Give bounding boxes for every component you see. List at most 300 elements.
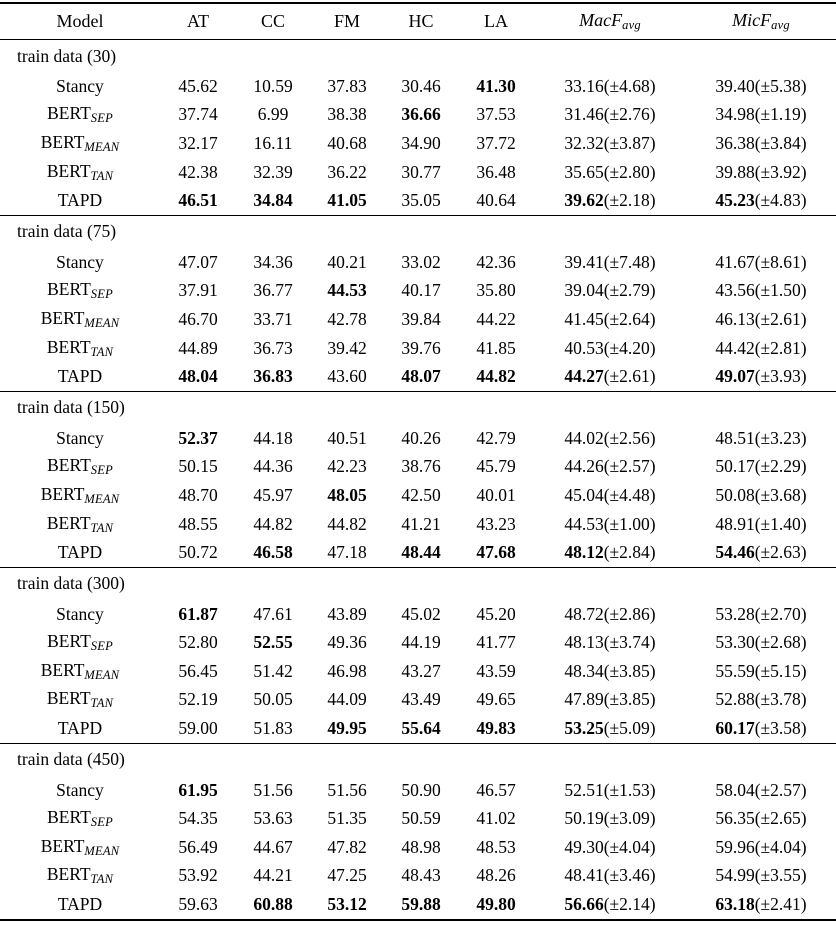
metric-cell xyxy=(686,362,836,391)
metric-cell xyxy=(236,305,310,334)
std-dev: (±2.64) xyxy=(603,308,656,329)
metric-cell xyxy=(458,657,534,686)
metric-value: 30.77 xyxy=(401,161,441,182)
metric-value: 44.89 xyxy=(178,337,218,358)
std-dev: (±2.57) xyxy=(603,456,656,477)
metric-value: 38.76 xyxy=(401,456,441,477)
metric-value: 59.88 xyxy=(401,894,441,915)
metric-cell xyxy=(236,186,310,215)
metric-cell xyxy=(384,776,458,805)
metric-value: 56.35 xyxy=(715,808,755,829)
std-dev: (±2.86) xyxy=(603,603,656,624)
column-header-label: MicF xyxy=(732,10,772,30)
model-cell xyxy=(0,833,160,862)
std-dev: (±2.68) xyxy=(754,632,807,653)
metric-cell xyxy=(310,629,384,658)
std-dev: (±1.40) xyxy=(754,513,807,534)
metric-cell xyxy=(236,334,310,363)
metric-value: 37.83 xyxy=(327,75,367,96)
column-header-label: AT xyxy=(187,11,209,31)
metric-value: 40.51 xyxy=(327,427,367,448)
metric-value: 55.64 xyxy=(401,718,441,739)
metric-cell xyxy=(160,862,236,891)
std-dev: (±2.63) xyxy=(754,542,807,563)
std-dev: (±2.61) xyxy=(603,366,656,387)
std-dev: (±2.84) xyxy=(603,542,656,563)
metric-value: 51.35 xyxy=(327,808,367,829)
model-cell xyxy=(0,776,160,805)
column-header-fm xyxy=(310,3,384,40)
metric-value: 46.57 xyxy=(476,779,516,800)
metric-value: 44.22 xyxy=(476,308,516,329)
std-dev: (±4.68) xyxy=(603,75,656,96)
metric-value: 40.64 xyxy=(476,190,516,211)
metric-cell xyxy=(310,424,384,453)
model-name: Stancy xyxy=(56,427,104,448)
metric-cell xyxy=(686,804,836,833)
section-heading: train data (150) xyxy=(17,397,125,418)
metric-value: 45.79 xyxy=(476,456,516,477)
metric-value: 35.80 xyxy=(476,280,516,301)
model-subscript: MEAN xyxy=(84,315,120,330)
metric-cell xyxy=(160,481,236,510)
metric-cell xyxy=(384,305,458,334)
metric-cell xyxy=(236,424,310,453)
metric-cell xyxy=(686,890,836,920)
metric-value: 46.98 xyxy=(327,660,367,681)
table-row xyxy=(0,833,836,862)
table-row xyxy=(0,248,836,277)
metric-value: 47.07 xyxy=(178,251,218,272)
model-cell xyxy=(0,248,160,277)
metric-value: 47.25 xyxy=(327,865,367,886)
metric-cell xyxy=(236,686,310,715)
std-dev: (±2.56) xyxy=(603,427,656,448)
std-dev: (±4.48) xyxy=(603,484,656,505)
metric-value: 48.43 xyxy=(401,865,441,886)
table-section xyxy=(0,215,836,391)
std-dev: (±4.04) xyxy=(603,836,656,857)
metric-value: 41.02 xyxy=(476,808,516,829)
metric-value: 43.56 xyxy=(715,280,755,301)
model-name: BERT xyxy=(46,512,91,533)
metric-cell xyxy=(534,629,686,658)
metric-value: 32.17 xyxy=(178,132,218,153)
metric-cell xyxy=(384,538,458,567)
metric-cell xyxy=(458,600,534,629)
metric-cell xyxy=(534,804,686,833)
metric-cell xyxy=(458,686,534,715)
std-dev: (±4.83) xyxy=(754,190,807,211)
model-name: BERT xyxy=(40,659,85,680)
model-name: BERT xyxy=(47,279,91,300)
metric-cell xyxy=(310,510,384,539)
model-name: BERT xyxy=(46,160,91,181)
metric-value: 39.04 xyxy=(564,280,604,301)
metric-value: 39.42 xyxy=(327,337,367,358)
metric-cell xyxy=(310,714,384,743)
std-dev: (±8.61) xyxy=(754,251,807,272)
metric-cell xyxy=(458,510,534,539)
metric-cell xyxy=(458,305,534,334)
metric-value: 49.65 xyxy=(476,689,516,710)
metric-cell xyxy=(310,101,384,130)
model-subscript: TAN xyxy=(90,872,114,887)
std-dev: (±4.20) xyxy=(603,337,656,358)
metric-value: 59.96 xyxy=(715,836,755,857)
metric-cell xyxy=(160,510,236,539)
metric-cell xyxy=(534,890,686,920)
std-dev: (±5.15) xyxy=(754,660,807,681)
model-cell xyxy=(0,804,160,833)
column-header-subscript: avg xyxy=(771,18,790,32)
metric-value: 48.41 xyxy=(564,865,604,886)
std-dev: (±2.80) xyxy=(603,161,656,182)
metric-cell xyxy=(236,862,310,891)
metric-cell xyxy=(384,129,458,158)
metric-cell xyxy=(534,72,686,101)
metric-cell xyxy=(384,657,458,686)
metric-value: 36.48 xyxy=(476,161,516,182)
model-cell xyxy=(0,362,160,391)
metric-cell xyxy=(534,686,686,715)
table-section xyxy=(0,40,836,216)
model-subscript: TAN xyxy=(90,520,114,535)
table-row xyxy=(0,424,836,453)
metric-value: 43.23 xyxy=(476,513,516,534)
metric-cell xyxy=(458,277,534,306)
table-row xyxy=(0,600,836,629)
results-table xyxy=(0,2,836,921)
std-dev: (±2.61) xyxy=(754,308,807,329)
model-cell xyxy=(0,424,160,453)
metric-cell xyxy=(458,890,534,920)
metric-value: 42.50 xyxy=(401,484,441,505)
table-row xyxy=(0,362,836,391)
metric-value: 44.02 xyxy=(564,427,604,448)
metric-cell xyxy=(534,833,686,862)
table-header-row xyxy=(0,3,836,40)
metric-value: 59.00 xyxy=(178,718,218,739)
metric-cell xyxy=(534,277,686,306)
table-section xyxy=(0,743,836,919)
table-row xyxy=(0,629,836,658)
metric-value: 52.88 xyxy=(715,689,755,710)
std-dev: (±3.78) xyxy=(754,689,807,710)
metric-value: 43.49 xyxy=(401,689,441,710)
column-header-la xyxy=(458,3,534,40)
std-dev: (±3.55) xyxy=(754,865,807,886)
metric-cell xyxy=(160,833,236,862)
metric-cell xyxy=(686,101,836,130)
metric-cell xyxy=(686,657,836,686)
table-row xyxy=(0,101,836,130)
section-heading: train data (30) xyxy=(17,45,117,66)
metric-cell xyxy=(160,776,236,805)
metric-value: 44.53 xyxy=(327,280,367,301)
section-heading-row xyxy=(0,567,836,600)
metric-value: 56.45 xyxy=(178,660,218,681)
section-heading: train data (75) xyxy=(17,221,117,242)
metric-value: 44.27 xyxy=(564,366,604,387)
metric-cell xyxy=(236,714,310,743)
metric-value: 52.37 xyxy=(178,427,218,448)
model-cell xyxy=(0,657,160,686)
table-row xyxy=(0,72,836,101)
metric-value: 41.85 xyxy=(476,337,516,358)
model-cell xyxy=(0,714,160,743)
table-row xyxy=(0,453,836,482)
metric-cell xyxy=(384,804,458,833)
metric-cell xyxy=(310,362,384,391)
std-dev: (±3.46) xyxy=(603,865,656,886)
model-subscript: MEAN xyxy=(84,491,120,506)
metric-cell xyxy=(534,657,686,686)
metric-value: 16.11 xyxy=(253,132,293,153)
metric-cell xyxy=(236,277,310,306)
metric-cell xyxy=(160,600,236,629)
metric-value: 48.07 xyxy=(401,366,441,387)
column-header-label: HC xyxy=(408,11,434,31)
metric-value: 33.02 xyxy=(401,251,441,272)
metric-cell xyxy=(534,362,686,391)
model-name: BERT xyxy=(40,483,85,504)
metric-value: 49.95 xyxy=(327,718,367,739)
metric-cell xyxy=(534,776,686,805)
metric-cell xyxy=(458,334,534,363)
table-row xyxy=(0,890,836,920)
model-subscript: SEP xyxy=(90,111,113,126)
metric-value: 47.18 xyxy=(327,542,367,563)
metric-cell xyxy=(310,686,384,715)
metric-value: 46.58 xyxy=(253,542,293,563)
model-name: TAPD xyxy=(57,718,103,739)
metric-cell xyxy=(310,657,384,686)
metric-cell xyxy=(160,453,236,482)
column-header-at xyxy=(160,3,236,40)
metric-value: 48.05 xyxy=(327,484,367,505)
model-subscript: TAN xyxy=(90,168,114,183)
metric-value: 44.42 xyxy=(715,337,755,358)
model-cell xyxy=(0,862,160,891)
model-subscript: SEP xyxy=(90,815,113,830)
model-cell xyxy=(0,453,160,482)
metric-cell xyxy=(458,714,534,743)
metric-value: 40.68 xyxy=(327,132,367,153)
model-cell xyxy=(0,629,160,658)
metric-value: 51.42 xyxy=(253,660,293,681)
metric-cell xyxy=(236,890,310,920)
std-dev: (±2.18) xyxy=(603,190,656,211)
metric-cell xyxy=(310,158,384,187)
table-row xyxy=(0,776,836,805)
metric-value: 63.18 xyxy=(715,894,755,915)
metric-cell xyxy=(534,305,686,334)
metric-cell xyxy=(686,453,836,482)
metric-cell xyxy=(310,600,384,629)
metric-cell xyxy=(534,481,686,510)
metric-value: 48.26 xyxy=(476,865,516,886)
metric-cell xyxy=(160,72,236,101)
metric-cell xyxy=(458,424,534,453)
metric-cell xyxy=(310,129,384,158)
metric-value: 46.70 xyxy=(178,308,218,329)
model-subscript: TAN xyxy=(90,696,114,711)
metric-value: 41.05 xyxy=(327,190,367,211)
metric-value: 44.82 xyxy=(253,513,293,534)
std-dev: (±4.04) xyxy=(754,836,807,857)
metric-value: 39.62 xyxy=(564,190,604,211)
model-name: TAPD xyxy=(57,542,103,563)
metric-cell xyxy=(160,248,236,277)
model-name: TAPD xyxy=(57,366,103,387)
metric-value: 50.59 xyxy=(401,808,441,829)
metric-cell xyxy=(384,714,458,743)
metric-cell xyxy=(310,776,384,805)
metric-cell xyxy=(384,248,458,277)
metric-value: 50.05 xyxy=(253,689,293,710)
metric-cell xyxy=(384,890,458,920)
table-row xyxy=(0,510,836,539)
metric-cell xyxy=(236,481,310,510)
metric-cell xyxy=(686,510,836,539)
std-dev: (±2.79) xyxy=(603,280,656,301)
metric-cell xyxy=(686,277,836,306)
std-dev: (±2.76) xyxy=(603,104,656,125)
metric-value: 52.51 xyxy=(564,779,604,800)
metric-cell xyxy=(458,101,534,130)
std-dev: (±3.74) xyxy=(603,632,656,653)
table-row xyxy=(0,481,836,510)
std-dev: (±3.84) xyxy=(754,132,807,153)
std-dev: (±1.19) xyxy=(754,104,807,125)
metric-value: 48.72 xyxy=(564,603,604,624)
metric-cell xyxy=(160,424,236,453)
model-cell xyxy=(0,72,160,101)
metric-value: 40.01 xyxy=(476,484,516,505)
metric-cell xyxy=(686,334,836,363)
model-cell xyxy=(0,305,160,334)
metric-value: 47.89 xyxy=(564,689,604,710)
metric-value: 50.72 xyxy=(178,542,218,563)
metric-value: 44.82 xyxy=(476,366,516,387)
metric-value: 49.07 xyxy=(715,366,755,387)
metric-value: 32.39 xyxy=(253,161,293,182)
model-subscript: SEP xyxy=(90,639,113,654)
metric-value: 49.80 xyxy=(476,894,516,915)
std-dev: (±3.85) xyxy=(603,660,656,681)
metric-value: 39.41 xyxy=(564,251,604,272)
metric-cell xyxy=(384,158,458,187)
metric-cell xyxy=(384,453,458,482)
metric-value: 37.91 xyxy=(178,280,218,301)
metric-value: 48.44 xyxy=(401,542,441,563)
std-dev: (±2.81) xyxy=(754,337,807,358)
metric-value: 53.12 xyxy=(327,894,367,915)
model-name: Stancy xyxy=(56,75,104,96)
metric-cell xyxy=(686,248,836,277)
metric-cell xyxy=(534,510,686,539)
metric-cell xyxy=(534,538,686,567)
metric-value: 53.30 xyxy=(715,632,755,653)
metric-cell xyxy=(236,453,310,482)
metric-value: 41.30 xyxy=(476,75,516,96)
metric-cell xyxy=(458,453,534,482)
metric-value: 50.08 xyxy=(715,484,755,505)
model-cell xyxy=(0,510,160,539)
metric-value: 40.26 xyxy=(401,427,441,448)
metric-value: 39.84 xyxy=(401,308,441,329)
metric-cell xyxy=(534,129,686,158)
metric-value: 48.53 xyxy=(476,836,516,857)
metric-value: 33.71 xyxy=(253,308,293,329)
table-row xyxy=(0,334,836,363)
metric-cell xyxy=(384,629,458,658)
metric-value: 41.67 xyxy=(715,251,755,272)
metric-value: 38.38 xyxy=(327,104,367,125)
metric-value: 47.82 xyxy=(327,836,367,857)
metric-value: 53.63 xyxy=(253,808,293,829)
model-subscript: MEAN xyxy=(84,843,120,858)
metric-value: 32.32 xyxy=(564,132,604,153)
metric-value: 36.77 xyxy=(253,280,293,301)
column-header-label: LA xyxy=(484,11,508,31)
metric-value: 34.36 xyxy=(253,251,293,272)
metric-value: 43.27 xyxy=(401,660,441,681)
metric-cell xyxy=(686,305,836,334)
metric-value: 42.36 xyxy=(476,251,516,272)
metric-cell xyxy=(534,600,686,629)
metric-cell xyxy=(384,686,458,715)
table-row xyxy=(0,538,836,567)
metric-value: 49.36 xyxy=(327,632,367,653)
table-row xyxy=(0,186,836,215)
metric-cell xyxy=(236,629,310,658)
table-section xyxy=(0,567,836,743)
section-heading: train data (300) xyxy=(17,573,125,594)
metric-cell xyxy=(384,334,458,363)
metric-cell xyxy=(160,538,236,567)
metric-cell xyxy=(310,804,384,833)
column-header-label: MacF xyxy=(579,10,623,30)
metric-cell xyxy=(686,629,836,658)
model-subscript: MEAN xyxy=(84,667,120,682)
metric-cell xyxy=(534,186,686,215)
metric-cell xyxy=(160,129,236,158)
metric-cell xyxy=(384,101,458,130)
metric-cell xyxy=(384,277,458,306)
metric-value: 56.66 xyxy=(564,894,604,915)
std-dev: (±3.58) xyxy=(754,718,807,739)
metric-value: 45.02 xyxy=(401,603,441,624)
metric-cell xyxy=(686,186,836,215)
metric-value: 44.09 xyxy=(327,689,367,710)
metric-cell xyxy=(160,158,236,187)
metric-value: 37.72 xyxy=(476,132,516,153)
metric-value: 35.65 xyxy=(564,161,604,182)
metric-cell xyxy=(458,72,534,101)
std-dev: (±3.92) xyxy=(754,161,807,182)
model-cell xyxy=(0,129,160,158)
column-header-label: CC xyxy=(260,11,285,31)
metric-cell xyxy=(310,833,384,862)
metric-cell xyxy=(458,862,534,891)
metric-value: 59.63 xyxy=(178,894,218,915)
metric-value: 44.18 xyxy=(253,427,293,448)
metric-cell xyxy=(686,714,836,743)
metric-value: 6.99 xyxy=(257,104,289,125)
metric-value: 36.83 xyxy=(253,366,293,387)
